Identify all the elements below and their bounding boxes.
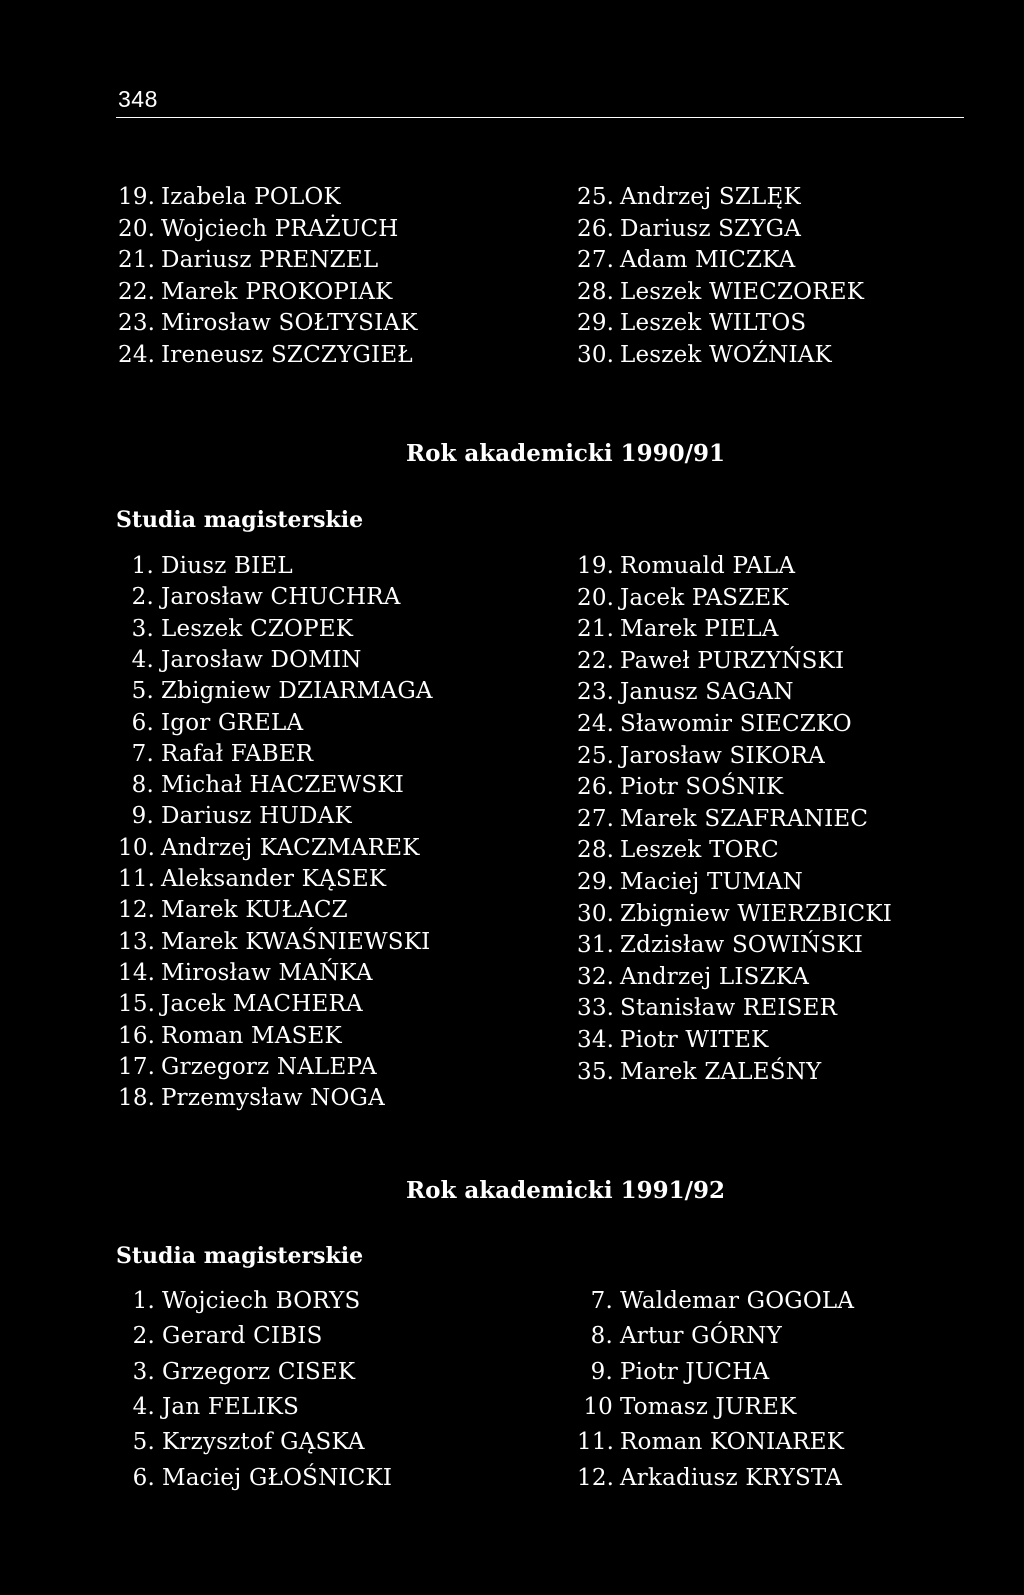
list-item xyxy=(118,738,313,770)
list-item xyxy=(577,740,825,772)
item-number: 20. xyxy=(118,215,156,242)
item-name: Maciej TUMAN xyxy=(620,869,803,895)
item-number: 22. xyxy=(577,647,615,674)
item-number: 26. xyxy=(577,215,615,242)
item-number: 12. xyxy=(118,897,156,924)
item-name: Izabela POLOK xyxy=(161,184,341,210)
item-number: 13. xyxy=(118,928,156,955)
list-item xyxy=(577,1320,782,1352)
item-name: Jacek MACHERA xyxy=(161,991,363,1018)
list-item xyxy=(118,276,393,308)
item-number: 19. xyxy=(118,184,156,210)
item-number: 29. xyxy=(577,310,615,336)
item-name: Dariusz SZYGA xyxy=(620,215,802,242)
list-item xyxy=(118,644,362,676)
list-item xyxy=(577,961,809,993)
item-name: Zbigniew DZIARMAGA xyxy=(161,678,433,705)
item-name: Mirosław MAŃKA xyxy=(161,959,373,986)
item-name: Grzegorz CISEK xyxy=(162,1358,356,1385)
page-number: 348 xyxy=(118,86,158,112)
item-number: 23. xyxy=(118,310,156,336)
item-name: Jarosław CHUCHRA xyxy=(161,584,401,611)
item-name: Grzegorz NALEPA xyxy=(161,1053,377,1080)
study-heading-1990: Studia magisterskie xyxy=(116,507,364,533)
item-number: 31. xyxy=(577,932,615,959)
list-item xyxy=(577,1356,769,1388)
item-name: Marek SZAFRANIEC xyxy=(620,805,869,832)
item-number: 10. xyxy=(118,834,156,861)
list-item xyxy=(577,1462,842,1494)
list-item xyxy=(118,1020,342,1052)
list-item xyxy=(118,863,386,895)
item-number: 18. xyxy=(118,1085,156,1112)
item-name: Wojciech BORYS xyxy=(162,1288,361,1314)
item-name: Zbigniew WIERZBICKI xyxy=(620,900,893,927)
list-item xyxy=(577,834,779,866)
list-item xyxy=(126,1426,365,1458)
item-name: Roman KONIAREK xyxy=(620,1429,845,1456)
item-number: 6. xyxy=(131,709,154,736)
item-number: 8. xyxy=(590,1323,613,1350)
item-number: 34. xyxy=(577,1027,615,1053)
item-number: 16. xyxy=(118,1022,156,1049)
list-item xyxy=(577,866,803,898)
list-item xyxy=(118,581,401,613)
item-name: Marek KUŁACZ xyxy=(161,897,348,924)
item-number: 17. xyxy=(118,1053,156,1080)
item-number: 20. xyxy=(577,584,615,611)
item-name: Arkadiusz KRYSTA xyxy=(620,1464,843,1491)
list-item xyxy=(577,1056,821,1088)
item-number: 11. xyxy=(118,866,156,892)
list-item xyxy=(118,181,341,213)
item-number: 11. xyxy=(577,1429,615,1456)
list-item xyxy=(577,992,837,1024)
item-name: Dariusz PRENZEL xyxy=(161,247,379,273)
item-name: Andrzej LISZKA xyxy=(620,963,810,990)
item-name: Janusz SAGAN xyxy=(620,679,794,706)
list-item xyxy=(118,957,373,989)
item-name: Paweł PURZYŃSKI xyxy=(620,647,845,674)
list-item xyxy=(118,769,404,801)
item-number: 22. xyxy=(118,278,156,305)
item-number: 21. xyxy=(118,247,156,273)
item-name: Tomasz JUREK xyxy=(620,1393,797,1420)
list-item xyxy=(577,803,868,835)
year-heading-1990: Rok akademicki 1990/91 xyxy=(406,440,726,467)
item-number: 3. xyxy=(131,615,154,642)
list-item xyxy=(577,181,801,213)
list-item xyxy=(118,550,293,582)
list-item xyxy=(577,339,832,371)
item-name: Ireneusz SZCZYGIEŁ xyxy=(161,341,413,368)
item-number: 30. xyxy=(577,341,615,368)
item-name: Leszek CZOPEK xyxy=(161,615,354,642)
item-name: Andrzej KACZMAREK xyxy=(161,834,420,861)
item-name: Piotr JUCHA xyxy=(620,1358,770,1385)
year-heading-1991: Rok akademicki 1991/92 xyxy=(406,1177,726,1204)
item-number: 21. xyxy=(577,616,615,643)
item-number: 19. xyxy=(577,553,615,579)
list-item xyxy=(577,1285,854,1317)
item-number: 27. xyxy=(577,247,615,273)
item-name: Piotr SOŚNIK xyxy=(620,774,784,801)
item-name: Marek KWAŚNIEWSKI xyxy=(161,928,431,955)
list-item xyxy=(118,613,353,645)
item-name: Stanisław REISER xyxy=(620,995,838,1022)
item-name: Marek PIELA xyxy=(620,616,779,643)
list-item xyxy=(118,675,433,707)
item-name: Leszek WILTOS xyxy=(620,310,807,336)
item-number: 27. xyxy=(577,805,615,832)
item-name: Romuald PALA xyxy=(620,553,796,579)
item-name: Artur GÓRNY xyxy=(620,1323,783,1350)
list-item xyxy=(577,1426,844,1458)
item-name: Jarosław DOMIN xyxy=(161,646,362,673)
item-name: Roman MASEK xyxy=(161,1022,342,1049)
list-item xyxy=(577,244,795,276)
list-item xyxy=(577,550,795,582)
item-number: 24. xyxy=(577,711,615,737)
item-number: 28. xyxy=(577,837,615,864)
list-item xyxy=(118,707,303,739)
item-number: 9. xyxy=(590,1358,613,1385)
item-number: 25. xyxy=(577,184,615,210)
item-number: 2. xyxy=(132,1323,155,1350)
item-number: 15. xyxy=(118,991,156,1018)
item-number: 23. xyxy=(577,679,615,706)
item-number: 24. xyxy=(118,341,156,368)
list-item xyxy=(118,339,413,371)
item-name: Przemysław NOGA xyxy=(161,1085,385,1112)
item-number: 10 xyxy=(583,1393,613,1420)
list-item xyxy=(118,894,348,926)
item-number: 8. xyxy=(131,772,154,799)
item-number: 7. xyxy=(590,1288,613,1314)
list-item xyxy=(577,898,892,930)
list-item xyxy=(577,307,806,339)
study-heading-1991: Studia magisterskie xyxy=(116,1243,364,1269)
item-number: 29. xyxy=(577,869,615,895)
list-item xyxy=(577,1024,768,1056)
list-item xyxy=(126,1462,392,1494)
item-number: 1. xyxy=(132,1288,155,1314)
item-name: Dariusz HUDAK xyxy=(161,803,352,830)
list-item xyxy=(577,645,844,677)
list-item xyxy=(118,1082,385,1114)
item-name: Waldemar GOGOLA xyxy=(620,1288,855,1314)
item-name: Piotr WITEK xyxy=(620,1027,769,1053)
item-name: Rafał FABER xyxy=(161,740,314,767)
list-item xyxy=(577,676,794,708)
item-name: Igor GRELA xyxy=(161,709,304,736)
header-rule xyxy=(116,117,964,118)
item-name: Jan FELIKS xyxy=(162,1393,300,1420)
list-item xyxy=(118,213,399,245)
list-item xyxy=(126,1391,299,1423)
item-number: 4. xyxy=(132,1393,155,1420)
list-item xyxy=(577,771,783,803)
item-number: 12. xyxy=(577,1464,615,1491)
item-number: 25. xyxy=(577,742,615,769)
item-number: 5. xyxy=(132,1429,155,1456)
item-name: Zdzisław SOWIŃSKI xyxy=(620,932,864,959)
item-number: 30. xyxy=(577,900,615,927)
item-number: 1. xyxy=(131,553,154,579)
item-number: 4. xyxy=(131,646,154,673)
list-item xyxy=(126,1356,355,1388)
item-number: 33. xyxy=(577,995,615,1022)
list-item xyxy=(577,613,779,645)
list-item xyxy=(118,926,430,958)
item-name: Diusz BIEL xyxy=(161,553,293,579)
item-name: Jacek PASZEK xyxy=(620,584,789,611)
item-name: Maciej GŁOŚNICKI xyxy=(162,1464,393,1491)
list-item xyxy=(118,800,352,832)
item-name: Aleksander KĄSEK xyxy=(161,866,387,892)
list-item xyxy=(577,582,789,614)
list-item xyxy=(126,1285,360,1317)
item-name: Leszek WOŹNIAK xyxy=(620,341,832,368)
list-item xyxy=(118,1051,377,1083)
list-item xyxy=(577,213,801,245)
item-number: 9. xyxy=(131,803,154,830)
item-name: Marek ZALEŚNY xyxy=(620,1058,822,1085)
item-name: Andrzej SZLĘK xyxy=(620,184,801,210)
list-item xyxy=(577,276,864,308)
item-name: Krzysztof GĄSKA xyxy=(162,1429,365,1456)
item-number: 28. xyxy=(577,278,615,305)
item-number: 14. xyxy=(118,959,156,986)
item-name: Leszek WIECZOREK xyxy=(620,278,865,305)
item-name: Marek PROKOPIAK xyxy=(161,278,393,305)
item-number: 2. xyxy=(131,584,154,611)
item-number: 35. xyxy=(577,1058,615,1085)
item-name: Adam MICZKA xyxy=(620,247,796,273)
item-name: Leszek TORC xyxy=(620,837,779,864)
item-number: 32. xyxy=(577,963,615,990)
item-name: Michał HACZEWSKI xyxy=(161,772,404,799)
item-number: 7. xyxy=(131,740,154,767)
item-number: 6. xyxy=(132,1464,155,1491)
item-name: Jarosław SIKORA xyxy=(620,742,825,769)
list-item xyxy=(126,1320,323,1352)
item-number: 26. xyxy=(577,774,615,801)
item-name: Wojciech PRAŻUCH xyxy=(161,215,399,242)
item-name: Sławomir SIECZKO xyxy=(620,711,852,737)
item-number: 3. xyxy=(132,1358,155,1385)
list-item xyxy=(118,832,420,864)
list-item xyxy=(577,1391,796,1423)
list-item xyxy=(118,307,418,339)
list-item xyxy=(118,244,378,276)
item-name: Gerard CIBIS xyxy=(162,1323,323,1350)
item-number: 5. xyxy=(131,678,154,705)
list-item xyxy=(577,929,863,961)
item-name: Mirosław SOŁTYSIAK xyxy=(161,310,418,336)
list-item xyxy=(577,708,852,740)
list-item xyxy=(118,988,363,1020)
